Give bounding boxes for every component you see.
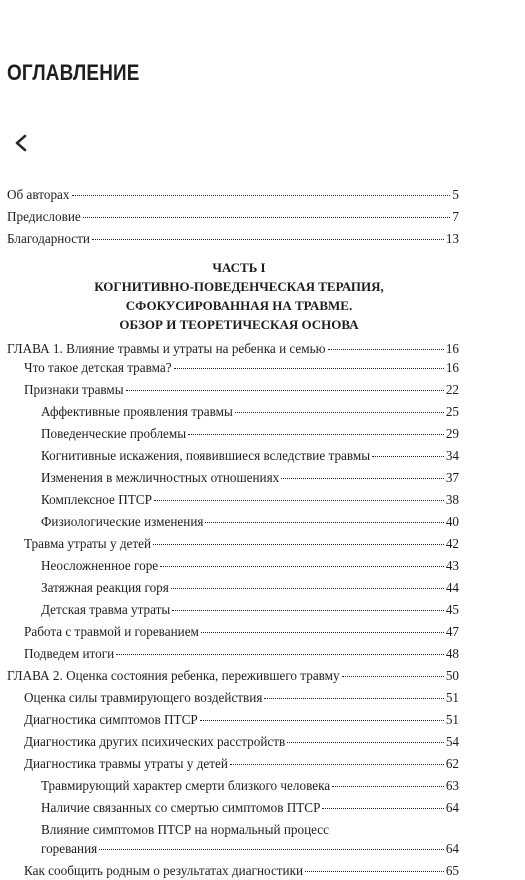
toc-entry-title: Диагностика других психических расстройств xyxy=(24,734,286,749)
dot-leader xyxy=(200,720,444,721)
dot-leader xyxy=(92,239,444,240)
toc-page-number: 25 xyxy=(445,404,459,419)
toc-page-number: 42 xyxy=(445,536,459,551)
toc-entry-title: ГЛАВА 1. Влияние травмы и утраты на ребенка и семью xyxy=(7,341,326,356)
dot-leader xyxy=(201,632,444,633)
toc-entry[interactable] xyxy=(7,776,459,795)
toc-entry[interactable] xyxy=(7,534,459,553)
toc-entry-title: Когнитивные искажения, появившиеся вследствие травмы xyxy=(41,448,371,463)
toc-entry[interactable] xyxy=(7,402,459,421)
toc-entry[interactable] xyxy=(7,798,459,817)
toc-page-number: 38 xyxy=(445,492,459,507)
dot-leader xyxy=(153,544,444,545)
table-of-contents xyxy=(7,185,459,880)
toc-entry[interactable] xyxy=(7,512,459,531)
toc-entry-title: Поведенческие проблемы xyxy=(41,426,187,441)
dot-leader xyxy=(305,871,444,872)
toc-entry[interactable] xyxy=(7,754,459,773)
toc-entry[interactable] xyxy=(7,600,459,619)
toc-page-number: 43 xyxy=(445,558,459,573)
toc-page-number: 51 xyxy=(445,690,459,705)
dot-leader xyxy=(264,698,443,699)
toc-entry-title: Подведем итоги xyxy=(24,646,115,661)
dot-leader xyxy=(154,500,444,501)
toc-page-number: 37 xyxy=(445,470,459,485)
toc-page-number: 22 xyxy=(445,382,459,397)
dot-leader xyxy=(235,412,444,413)
toc-page-number: 48 xyxy=(445,646,459,661)
toc-page-number: 50 xyxy=(445,668,459,683)
toc-page-number: 16 xyxy=(445,341,459,356)
dot-leader xyxy=(328,349,444,350)
dot-leader xyxy=(281,478,444,479)
toc-page-number: 44 xyxy=(445,580,459,595)
toc-entry-preface[interactable] xyxy=(7,207,459,226)
toc-entry-title: Признаки травмы xyxy=(24,382,124,397)
toc-page-number: 51 xyxy=(445,712,459,727)
toc-entry-title: Влияние симптомов ПТСР на нормальный процесс xyxy=(41,822,330,837)
toc-entry[interactable] xyxy=(7,710,459,729)
toc-page-number: 47 xyxy=(445,624,459,639)
toc-entry[interactable] xyxy=(7,820,459,858)
toc-page-number: 34 xyxy=(445,448,459,463)
part-heading-line: КОГНИТИВНО-ПОВЕДЕНЧЕСКАЯ ТЕРАПИЯ, xyxy=(94,279,384,294)
toc-entry-title: Комплексное ПТСР xyxy=(41,492,152,507)
toc-entry-title: Оценка силы травмирующего воздействия xyxy=(24,690,263,705)
dot-leader xyxy=(99,849,444,850)
dot-leader xyxy=(72,195,451,196)
toc-entry-title: Затяжная реакция горя xyxy=(41,580,169,595)
toc-entry-about-authors[interactable] xyxy=(7,185,459,204)
dot-leader xyxy=(342,676,444,677)
toc-entry-acknowledgements[interactable] xyxy=(7,229,459,248)
toc-entry[interactable] xyxy=(7,380,459,399)
toc-entry-title: Наличие связанных со смертью симптомов ПТСР xyxy=(41,800,321,815)
toc-entry[interactable] xyxy=(7,688,459,707)
toc-entry-chapter-1[interactable] xyxy=(7,339,459,358)
toc-entry[interactable] xyxy=(7,578,459,597)
toc-page-number: 13 xyxy=(445,231,459,246)
dot-leader xyxy=(160,566,444,567)
toc-entry[interactable] xyxy=(7,490,459,509)
toc-page-number: 64 xyxy=(445,841,459,856)
toc-entry[interactable] xyxy=(7,468,459,487)
part-heading-line: ОБЗОР И ТЕОРЕТИЧЕСКАЯ ОСНОВА xyxy=(119,317,359,332)
toc-entry[interactable] xyxy=(7,732,459,751)
toc-entry-title: Травмирующий характер смерти близкого человека xyxy=(41,778,331,793)
dot-leader xyxy=(172,610,444,611)
toc-entry-chapter-2[interactable] xyxy=(7,666,459,685)
toc-entry-title: Изменения в межличностных отношениях xyxy=(41,470,280,485)
toc-page-number: 62 xyxy=(445,756,459,771)
page-title: ОГЛАВЛЕНИЕ xyxy=(7,60,140,85)
dot-leader xyxy=(116,654,444,655)
toc-page-number: 16 xyxy=(445,360,459,375)
chevron-left-icon xyxy=(10,131,34,155)
toc-entry-title: Об авторах xyxy=(7,187,70,202)
dot-leader xyxy=(171,588,444,589)
dot-leader xyxy=(174,368,444,369)
toc-page-number: 5 xyxy=(452,187,459,202)
toc-entry-title: Аффективные проявления травмы xyxy=(41,404,233,419)
dot-leader xyxy=(372,456,444,457)
toc-page-number: 40 xyxy=(445,514,459,529)
toc-entry-title: Как сообщить родным о результатах диагностики xyxy=(24,863,304,878)
toc-entry[interactable] xyxy=(7,424,459,443)
toc-page-number: 45 xyxy=(445,602,459,617)
toc-entry-title: Диагностика симптомов ПТСР xyxy=(24,712,198,727)
toc-entry-continuation xyxy=(41,839,459,858)
toc-page-number: 63 xyxy=(445,778,459,793)
dot-leader xyxy=(287,742,444,743)
toc-entry[interactable] xyxy=(7,556,459,575)
toc-entry-title: Работа с травмой и горeванием xyxy=(24,624,199,639)
part-heading-line: ЧАСТЬ I xyxy=(212,260,266,275)
toc-entry[interactable] xyxy=(7,861,459,880)
dot-leader xyxy=(188,434,444,435)
part-heading-line: СФОКУСИРОВАННАЯ НА ТРАВМЕ. xyxy=(125,298,353,313)
toc-page-number: 64 xyxy=(445,800,459,815)
toc-page-number: 54 xyxy=(445,734,459,749)
toc-entry[interactable] xyxy=(7,644,459,663)
toc-entry-title: Что такое детская травма? xyxy=(24,360,172,375)
toc-page-number: 65 xyxy=(445,863,459,878)
dot-leader xyxy=(126,390,444,391)
toc-entry-title: Диагностика травмы утраты у детей xyxy=(24,756,228,771)
toc-page-number: 7 xyxy=(452,209,459,224)
dot-leader xyxy=(205,522,443,523)
toc-entry-title: Травма утраты у детей xyxy=(24,536,152,551)
back-button[interactable] xyxy=(10,131,34,155)
toc-entry[interactable] xyxy=(7,622,459,641)
toc-entry-title: Благодарности xyxy=(7,231,90,246)
dot-leader xyxy=(83,217,451,218)
toc-entry-title: Детская травма утраты xyxy=(41,602,171,617)
toc-entry-title: Предисловие xyxy=(7,209,81,224)
toc-entry-title: Неосложненное горе xyxy=(41,558,159,573)
toc-entry[interactable] xyxy=(7,446,459,465)
toc-entry-title: Физиологические изменения xyxy=(41,514,204,529)
part-heading xyxy=(7,258,459,334)
toc-entry-title-continued: горевания xyxy=(41,841,98,856)
toc-page-number: 29 xyxy=(445,426,459,441)
toc-entry[interactable] xyxy=(7,358,459,377)
dot-leader xyxy=(322,808,443,809)
toc-entry-title: ГЛАВА 2. Оценка состояния ребенка, пережившего травму xyxy=(7,668,340,683)
dot-leader xyxy=(332,786,444,787)
dot-leader xyxy=(230,764,444,765)
